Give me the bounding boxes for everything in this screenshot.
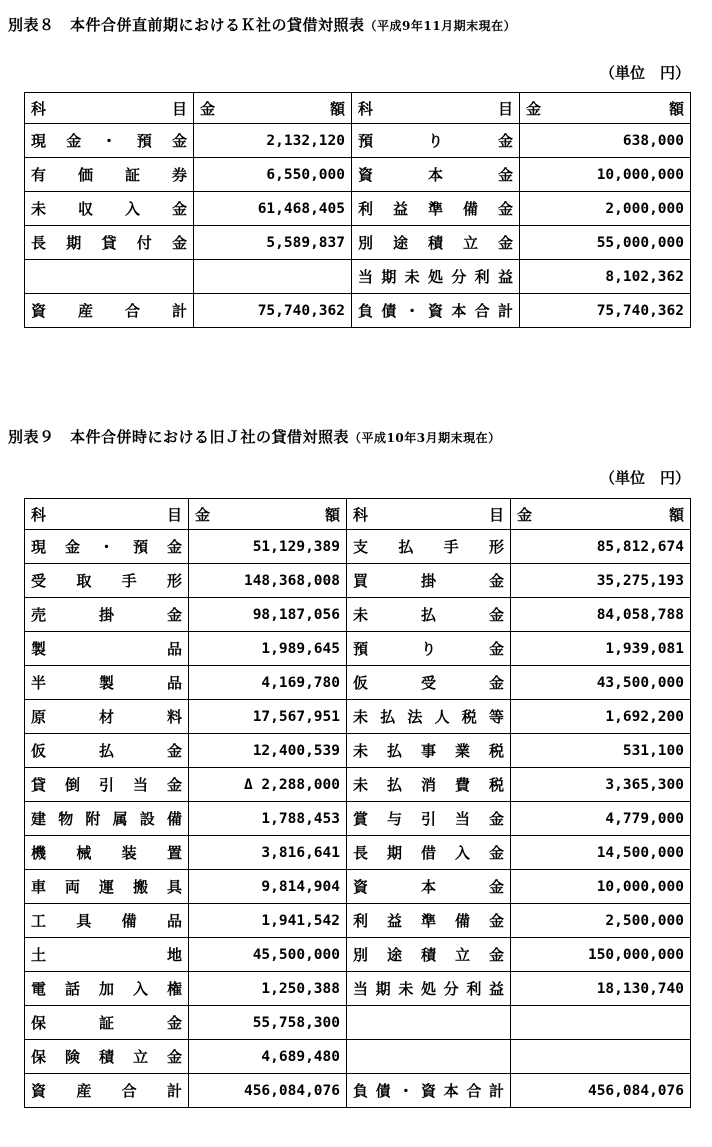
table8-title — [8, 14, 516, 35]
table-row — [25, 734, 691, 768]
header-item-a: 科 — [358, 99, 374, 118]
table-row — [25, 768, 691, 802]
table9-balance-sheet — [24, 498, 691, 1108]
liability-amount-cell: 1,939,081 — [511, 632, 691, 666]
asset-amount-cell: Δ 2,288,000 — [189, 768, 347, 802]
header-item-a: 科 — [31, 505, 47, 524]
liability-amount-cell: 75,740,362 — [520, 294, 691, 328]
header-amount-a: 金 — [526, 99, 542, 118]
asset-amount-cell: 6,550,000 — [194, 158, 352, 192]
asset-item-cell: 現金・預金 — [25, 124, 194, 158]
asset-amount-cell: 9,814,904 — [189, 870, 347, 904]
asset-item-cell: 車両運搬具 — [25, 870, 189, 904]
liability-amount-cell: 456,084,076 — [511, 1074, 691, 1108]
asset-amount-cell: 148,368,008 — [189, 564, 347, 598]
liability-item-cell: 負債・資本合計 — [352, 294, 520, 328]
asset-amount-cell: 2,132,120 — [194, 124, 352, 158]
liability-amount-cell: 10,000,000 — [520, 158, 691, 192]
table9-title-text: 別表９ 本件合併時における旧Ｊ社の貸借対照表 — [8, 428, 350, 446]
asset-item-cell: 資産合計 — [25, 294, 194, 328]
table9-header-item — [25, 499, 189, 530]
liability-item-cell: 賞与引当金 — [347, 802, 511, 836]
liability-item-cell: 別途積立金 — [347, 938, 511, 972]
liability-item-cell: 当期未処分利益 — [347, 972, 511, 1006]
table8-body — [25, 124, 691, 328]
liability-item-cell: 未払法人税等 — [347, 700, 511, 734]
table-row — [25, 1074, 691, 1108]
liability-amount-cell: 1,692,200 — [511, 700, 691, 734]
liability-amount-cell: 14,500,000 — [511, 836, 691, 870]
table-row — [25, 938, 691, 972]
table-row — [25, 1006, 691, 1040]
asset-amount-cell — [194, 260, 352, 294]
asset-item-cell: 長期貸付金 — [25, 226, 194, 260]
liability-amount-cell: 55,000,000 — [520, 226, 691, 260]
liability-amount-cell — [511, 1006, 691, 1040]
liability-amount-cell: 150,000,000 — [511, 938, 691, 972]
liability-amount-cell: 638,000 — [520, 124, 691, 158]
liability-item-cell: 仮受金 — [347, 666, 511, 700]
liability-amount-cell: 18,130,740 — [511, 972, 691, 1006]
asset-item-cell: 保証金 — [25, 1006, 189, 1040]
liability-item-cell: 資本金 — [347, 870, 511, 904]
liability-amount-cell: 43,500,000 — [511, 666, 691, 700]
liability-amount-cell: 531,100 — [511, 734, 691, 768]
asset-item-cell: 仮払金 — [25, 734, 189, 768]
table9-header-row — [25, 499, 691, 530]
table8-header-item — [25, 93, 194, 124]
liability-item-cell: 利益準備金 — [347, 904, 511, 938]
header-item-b: 目 — [488, 505, 504, 524]
liability-item-cell: 長期借入金 — [347, 836, 511, 870]
table-row — [25, 598, 691, 632]
liability-item-cell — [347, 1040, 511, 1074]
asset-item-cell: 現金・預金 — [25, 530, 189, 564]
table-row — [25, 294, 691, 328]
table9-period: （平成10年3月期末現在） — [349, 431, 501, 445]
header-item-b: 目 — [166, 505, 182, 524]
asset-item-cell: 資産合計 — [25, 1074, 189, 1108]
header-amount-b: 額 — [329, 99, 345, 118]
asset-item-cell: 機械装置 — [25, 836, 189, 870]
asset-item-cell: 工具備品 — [25, 904, 189, 938]
liability-item-cell: 未払消費税 — [347, 768, 511, 802]
asset-amount-cell: 45,500,000 — [189, 938, 347, 972]
asset-amount-cell: 1,941,542 — [189, 904, 347, 938]
asset-amount-cell: 1,989,645 — [189, 632, 347, 666]
table-row — [25, 192, 691, 226]
asset-item-cell: 原材料 — [25, 700, 189, 734]
table-row — [25, 904, 691, 938]
table-row — [25, 870, 691, 904]
asset-item-cell: 土地 — [25, 938, 189, 972]
header-item-b: 目 — [171, 99, 187, 118]
table-row — [25, 260, 691, 294]
asset-item-cell: 受取手形 — [25, 564, 189, 598]
liability-item-cell: 当期未処分利益 — [352, 260, 520, 294]
asset-item-cell: 貸倒引当金 — [25, 768, 189, 802]
asset-item-cell: 保険積立金 — [25, 1040, 189, 1074]
liability-item-cell — [347, 1006, 511, 1040]
header-amount-a: 金 — [195, 505, 211, 524]
asset-amount-cell: 1,250,388 — [189, 972, 347, 1006]
header-amount-b: 額 — [668, 505, 684, 524]
table-row — [25, 564, 691, 598]
asset-amount-cell: 55,758,300 — [189, 1006, 347, 1040]
liability-item-cell: 未払金 — [347, 598, 511, 632]
table9-header-amount-right — [511, 499, 691, 530]
table8-header-row — [25, 93, 691, 124]
asset-amount-cell: 1,788,453 — [189, 802, 347, 836]
liability-amount-cell: 2,000,000 — [520, 192, 691, 226]
table-row — [25, 632, 691, 666]
header-item-a: 科 — [353, 505, 369, 524]
table-row — [25, 666, 691, 700]
liability-amount-cell: 2,500,000 — [511, 904, 691, 938]
table9-header-amount — [189, 499, 347, 530]
liability-amount-cell: 4,779,000 — [511, 802, 691, 836]
header-amount-b: 額 — [324, 505, 340, 524]
header-item-a: 科 — [31, 99, 47, 118]
liability-item-cell: 預り金 — [347, 632, 511, 666]
asset-item-cell: 未収入金 — [25, 192, 194, 226]
table-row — [25, 226, 691, 260]
liability-item-cell: 資本金 — [352, 158, 520, 192]
liability-item-cell: 買掛金 — [347, 564, 511, 598]
table8-header-item-right — [352, 93, 520, 124]
header-item-b: 目 — [497, 99, 513, 118]
liability-item-cell: 利益準備金 — [352, 192, 520, 226]
liability-item-cell: 負債・資本合計 — [347, 1074, 511, 1108]
asset-amount-cell: 17,567,951 — [189, 700, 347, 734]
liability-amount-cell: 35,275,193 — [511, 564, 691, 598]
asset-amount-cell: 51,129,389 — [189, 530, 347, 564]
asset-item-cell — [25, 260, 194, 294]
table-row — [25, 124, 691, 158]
asset-amount-cell: 5,589,837 — [194, 226, 352, 260]
table8-balance-sheet — [24, 92, 691, 328]
table-row — [25, 802, 691, 836]
liability-amount-cell — [511, 1040, 691, 1074]
liability-item-cell: 未払事業税 — [347, 734, 511, 768]
header-amount-a: 金 — [517, 505, 533, 524]
table8-header-amount-right — [520, 93, 691, 124]
liability-amount-cell: 84,058,788 — [511, 598, 691, 632]
asset-amount-cell: 61,468,405 — [194, 192, 352, 226]
liability-item-cell: 別途積立金 — [352, 226, 520, 260]
table-row — [25, 836, 691, 870]
liability-item-cell: 預り金 — [352, 124, 520, 158]
asset-item-cell: 製品 — [25, 632, 189, 666]
table8-title-text: 別表８ 本件合併直前期におけるＫ社の貸借対照表 — [8, 16, 365, 34]
asset-item-cell: 有価証券 — [25, 158, 194, 192]
asset-amount-cell: 4,169,780 — [189, 666, 347, 700]
table9-title — [8, 426, 501, 447]
header-amount-a: 金 — [200, 99, 216, 118]
asset-item-cell: 建物附属設備 — [25, 802, 189, 836]
liability-amount-cell: 8,102,362 — [520, 260, 691, 294]
asset-amount-cell: 3,816,641 — [189, 836, 347, 870]
header-amount-b: 額 — [668, 99, 684, 118]
table9-unit: （単位 円） — [599, 469, 690, 487]
asset-item-cell: 売掛金 — [25, 598, 189, 632]
table-row — [25, 530, 691, 564]
table-row — [25, 158, 691, 192]
table8-unit: （単位 円） — [599, 64, 690, 82]
table-row — [25, 972, 691, 1006]
asset-amount-cell: 456,084,076 — [189, 1074, 347, 1108]
table8-period: （平成9年11月期末現在） — [364, 19, 517, 33]
liability-amount-cell: 3,365,300 — [511, 768, 691, 802]
liability-amount-cell: 85,812,674 — [511, 530, 691, 564]
liability-item-cell: 支払手形 — [347, 530, 511, 564]
asset-amount-cell: 98,187,056 — [189, 598, 347, 632]
table-row — [25, 1040, 691, 1074]
table8-header-amount — [194, 93, 352, 124]
table9-header-item-right — [347, 499, 511, 530]
asset-item-cell: 電話加入権 — [25, 972, 189, 1006]
table9-body — [25, 530, 691, 1108]
asset-amount-cell: 75,740,362 — [194, 294, 352, 328]
asset-amount-cell: 12,400,539 — [189, 734, 347, 768]
table-row — [25, 700, 691, 734]
asset-amount-cell: 4,689,480 — [189, 1040, 347, 1074]
asset-item-cell: 半製品 — [25, 666, 189, 700]
liability-amount-cell: 10,000,000 — [511, 870, 691, 904]
